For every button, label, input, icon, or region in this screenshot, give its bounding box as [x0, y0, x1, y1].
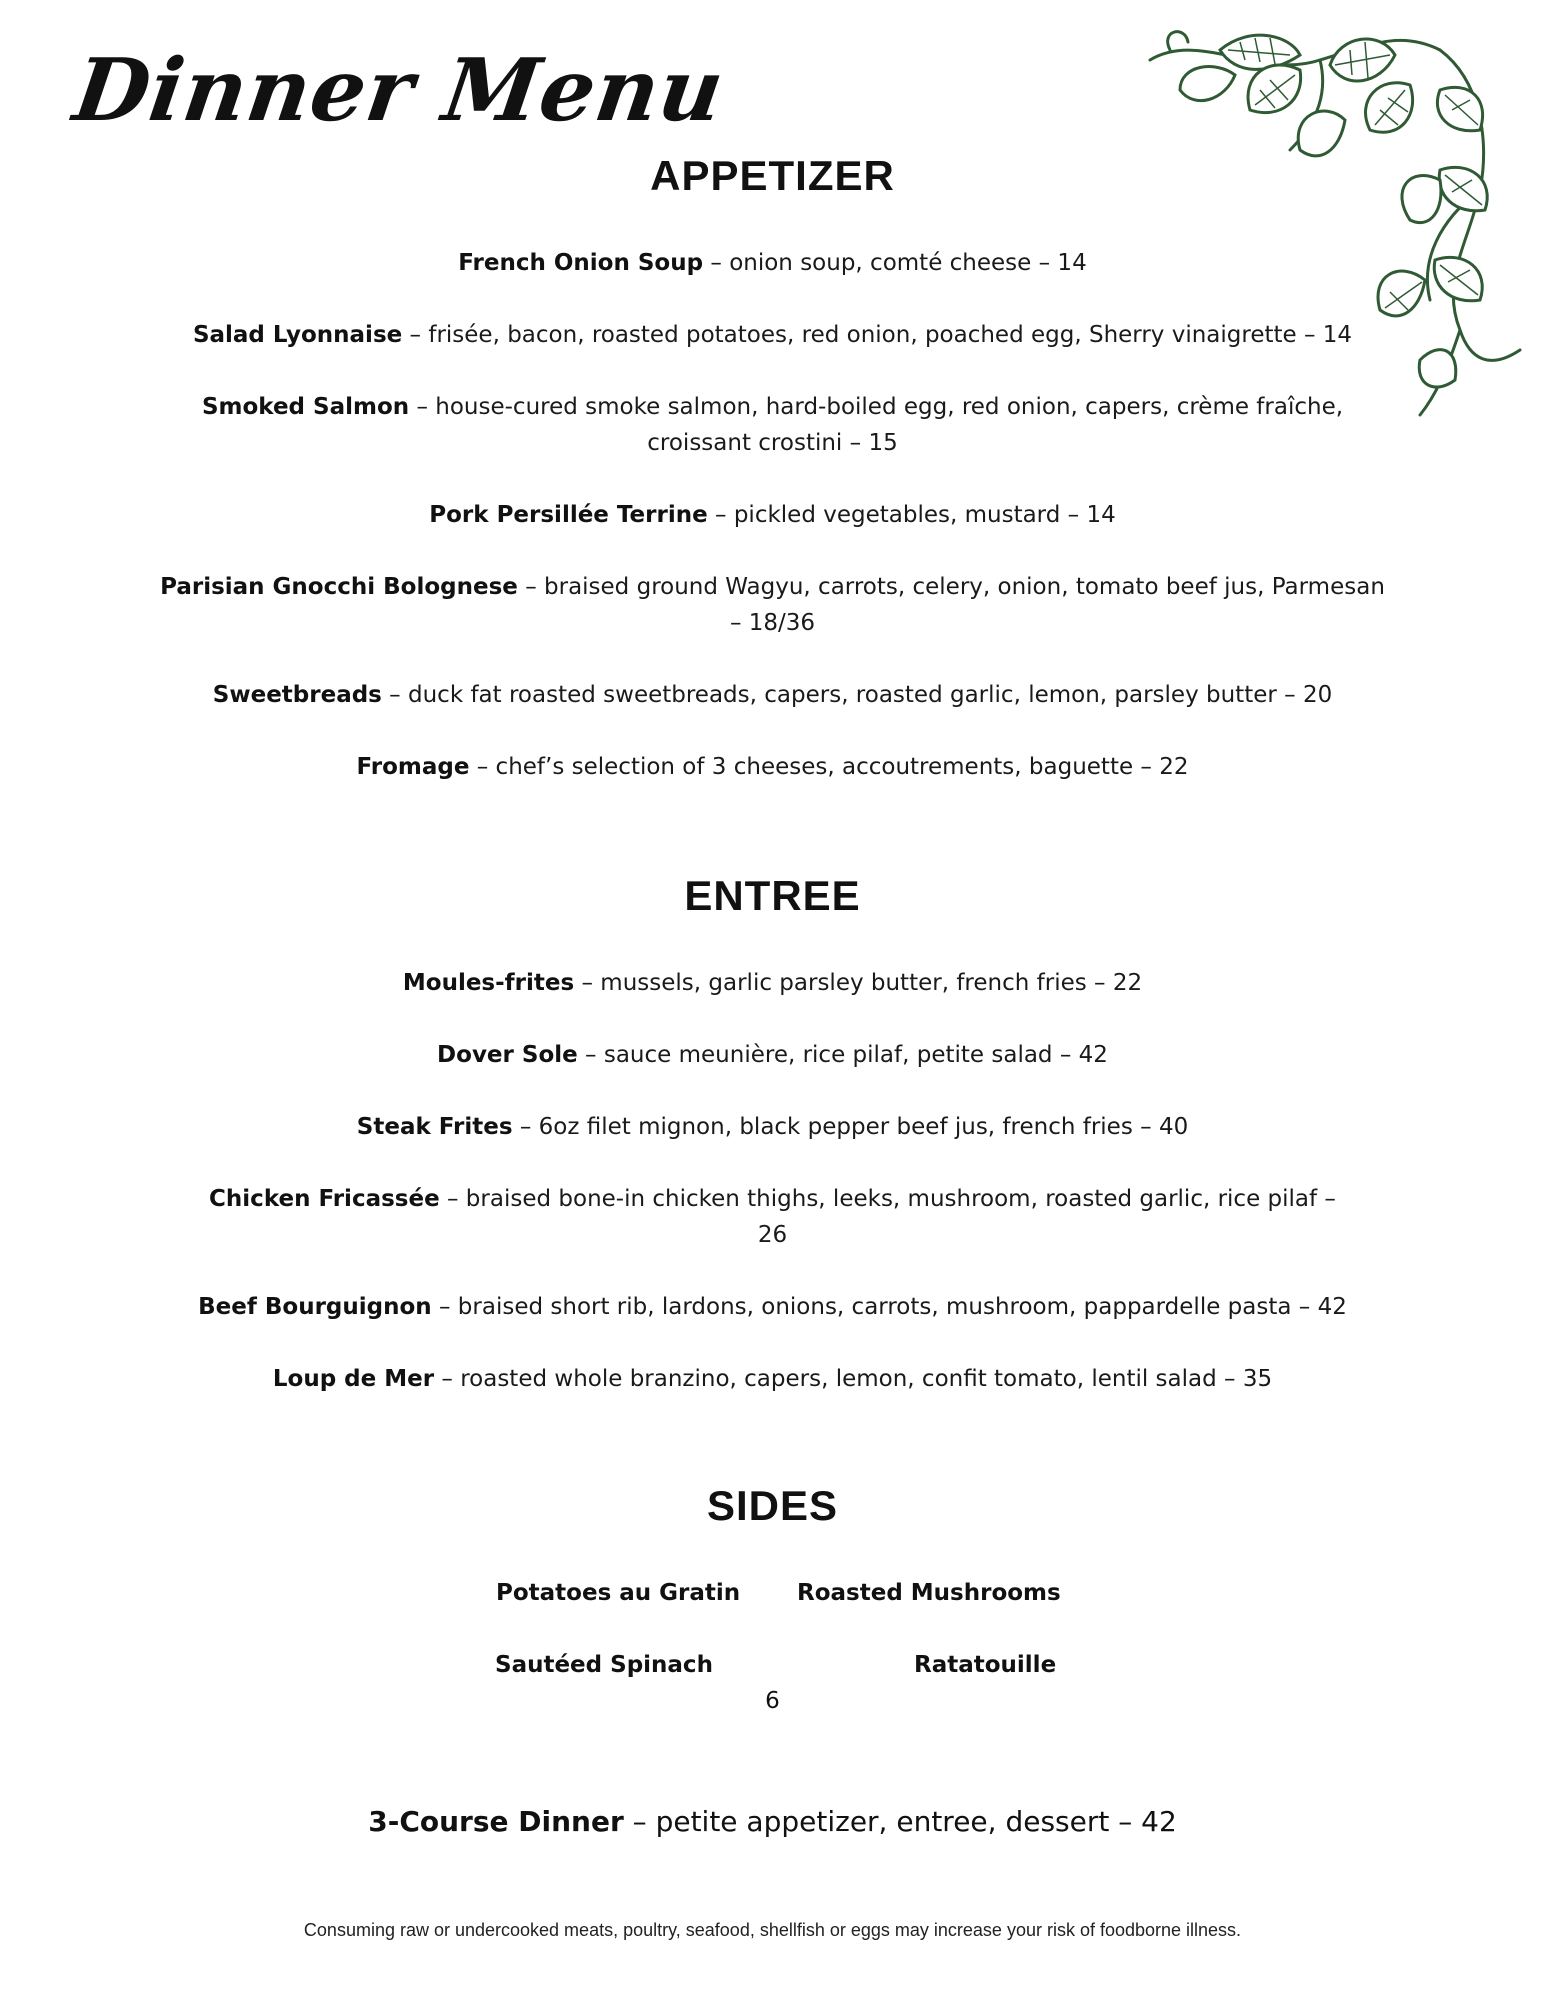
- appetizer-heading: APPETIZER: [650, 152, 895, 199]
- item-description: – onion soup, comté cheese – 14: [703, 250, 1087, 276]
- item-name: Smoked Salmon: [201, 394, 410, 420]
- prix-fixe-description: – petite appetizer, entree, dessert – 42: [623, 1805, 1177, 1838]
- menu-item: [150, 1289, 1395, 1325]
- item-description: – house-cured smoke salmon, hard-boiled egg, red onion, capers, crème fraîche, croissant crostini – 15: [409, 394, 1344, 456]
- menu-item: [150, 497, 1395, 533]
- item-name: Salad Lyonnaise: [192, 322, 403, 348]
- entree-heading: ENTREE: [684, 872, 861, 919]
- item-name: French Onion Soup: [458, 250, 704, 276]
- item-description: – frisée, bacon, roasted potatoes, red onion, poached egg, Sherry vinaigrette – 14: [402, 322, 1353, 348]
- item-name: Beef Bourguignon: [198, 1294, 432, 1320]
- side-item: Sautéed Spinach: [495, 1652, 713, 1678]
- menu-item: [150, 245, 1395, 281]
- menu-item: [155, 569, 1390, 641]
- item-name: Loup de Mer: [272, 1366, 435, 1392]
- item-description: – mussels, garlic parsley butter, french fries – 22: [574, 970, 1143, 996]
- menu-item: [150, 677, 1395, 713]
- item-name: Fromage: [356, 754, 470, 780]
- item-description: – duck fat roasted sweetbreads, capers, roasted garlic, lemon, parsley butter – 20: [381, 682, 1333, 708]
- item-description: – chef’s selection of 3 cheeses, accoutrements, baguette – 22: [469, 754, 1189, 780]
- item-name: Chicken Fricassée: [209, 1186, 440, 1212]
- item-name: Sweetbreads: [212, 682, 382, 708]
- page-title: Dinner Menu: [67, 40, 731, 141]
- menu-item: [150, 1037, 1395, 1073]
- item-description: – braised short rib, lardons, onions, carrots, mushroom, pappardelle pasta – 42: [431, 1294, 1347, 1320]
- item-name: Pork Persillée Terrine: [429, 502, 708, 528]
- item-description: – braised bone-in chicken thighs, leeks, mushroom, roasted garlic, rice pilaf – 26: [439, 1186, 1336, 1248]
- side-item: Potatoes au Gratin: [496, 1580, 741, 1606]
- prix-fixe-name: 3-Course Dinner: [368, 1805, 624, 1838]
- item-description: – sauce meunière, rice pilaf, petite salad – 42: [577, 1042, 1108, 1068]
- sides-price: 6: [765, 1688, 780, 1714]
- menu-item: [150, 317, 1395, 353]
- side-item: Ratatouille: [914, 1652, 1057, 1678]
- side-item: Roasted Mushrooms: [797, 1580, 1061, 1606]
- menu-item: [150, 1109, 1395, 1145]
- item-name: Moules-frites: [402, 970, 575, 996]
- menu-item: [150, 965, 1395, 1001]
- prix-fixe-offer: [0, 1802, 1545, 1842]
- item-description: – 6oz filet mignon, black pepper beef jus, french fries – 40: [512, 1114, 1189, 1140]
- item-name: Steak Frites: [356, 1114, 513, 1140]
- item-description: – roasted whole branzino, capers, lemon, confit tomato, lentil salad – 35: [434, 1366, 1273, 1392]
- menu-item: [150, 1361, 1395, 1397]
- menu-item: [150, 749, 1395, 785]
- sides-heading: SIDES: [706, 1482, 839, 1529]
- item-name: Parisian Gnocchi Bolognese: [160, 574, 518, 600]
- menu-item: [190, 389, 1355, 461]
- item-name: Dover Sole: [437, 1042, 578, 1068]
- food-safety-disclaimer: Consuming raw or undercooked meats, poultry, seafood, shellfish or eggs may increase your risk of foodborne illness.: [303, 1920, 1242, 1940]
- vine-decoration-icon: [1140, 20, 1530, 420]
- item-description: – pickled vegetables, mustard – 14: [707, 502, 1116, 528]
- item-description: – braised ground Wagyu, carrots, celery, onion, tomato beef jus, Parmesan – 18/36: [517, 574, 1385, 636]
- menu-item: [200, 1181, 1345, 1253]
